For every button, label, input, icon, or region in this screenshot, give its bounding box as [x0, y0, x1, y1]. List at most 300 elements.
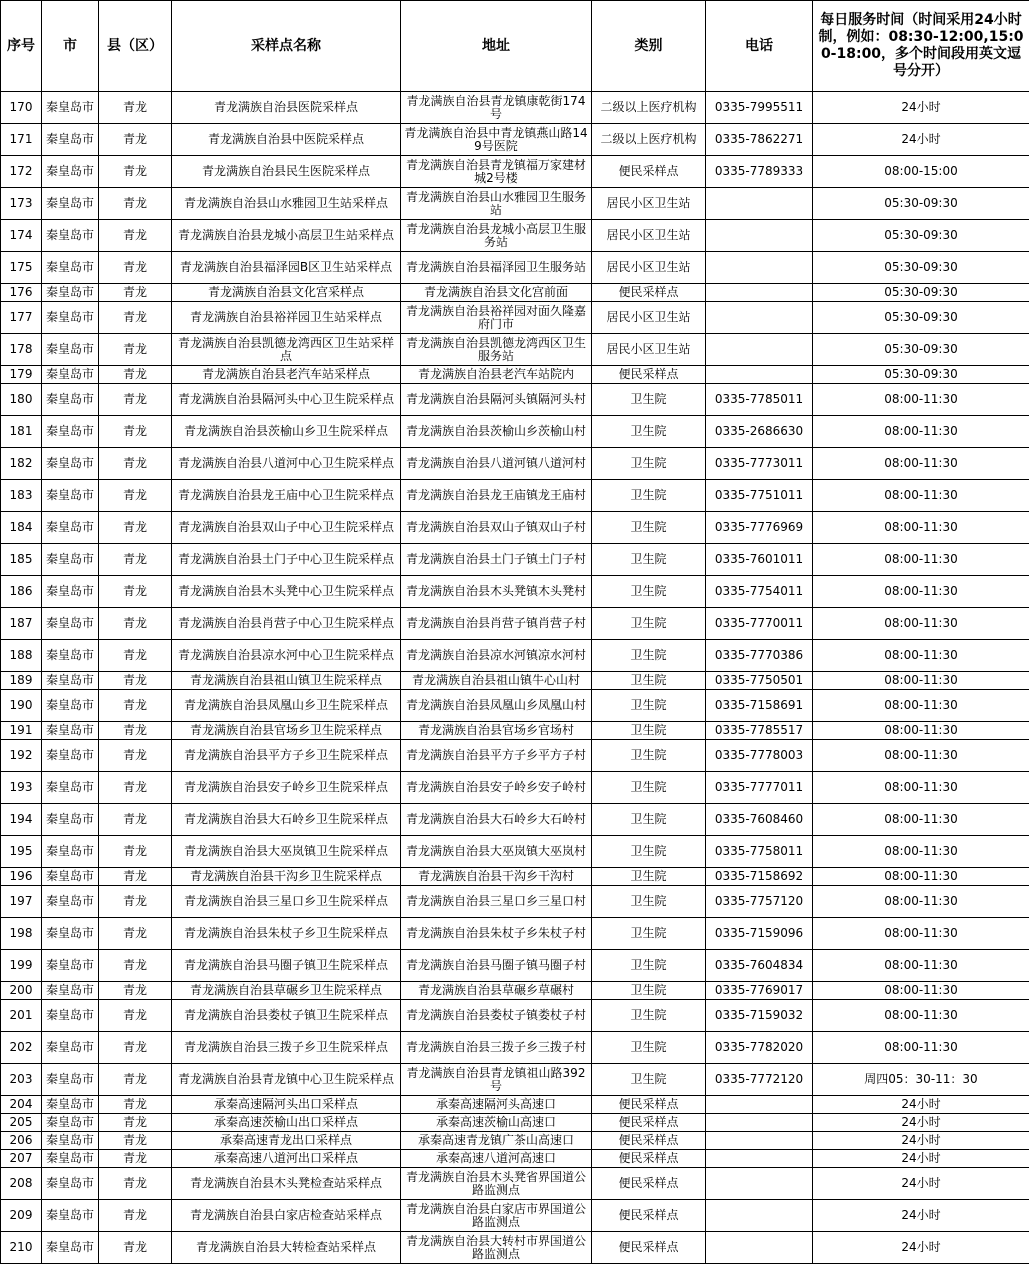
cell-county: 青龙 — [99, 284, 172, 302]
cell-phone: 0335-7776969 — [706, 512, 813, 544]
cell-phone: 0335-7777011 — [706, 772, 813, 804]
cell-phone: 0335-7785517 — [706, 722, 813, 740]
cell-hours: 05:30-09:30 — [813, 366, 1029, 384]
cell-site: 青龙满族自治县老汽车站采样点 — [172, 366, 401, 384]
cell-category: 便民采样点 — [592, 1132, 706, 1150]
header-phone: 电话 — [706, 1, 813, 92]
cell-phone — [706, 1200, 813, 1232]
cell-hours: 24小时 — [813, 1132, 1029, 1150]
cell-address: 青龙满族自治县安子岭乡安子岭村 — [401, 772, 592, 804]
cell-category: 卫生院 — [592, 576, 706, 608]
cell-category: 便民采样点 — [592, 1114, 706, 1132]
table-row — [1, 1132, 1029, 1150]
cell-phone: 0335-7789333 — [706, 156, 813, 188]
table-row — [1, 576, 1029, 608]
cell-county: 青龙 — [99, 576, 172, 608]
cell-seq: 206 — [1, 1132, 42, 1150]
cell-city: 秦皇岛市 — [42, 544, 99, 576]
cell-city: 秦皇岛市 — [42, 124, 99, 156]
cell-seq: 175 — [1, 252, 42, 284]
cell-city: 秦皇岛市 — [42, 886, 99, 918]
cell-city: 秦皇岛市 — [42, 1168, 99, 1200]
cell-site: 青龙满族自治县青龙镇中心卫生院采样点 — [172, 1064, 401, 1096]
cell-category: 卫生院 — [592, 918, 706, 950]
table-row — [1, 982, 1029, 1000]
cell-city: 秦皇岛市 — [42, 1132, 99, 1150]
cell-city: 秦皇岛市 — [42, 982, 99, 1000]
header-site: 采样点名称 — [172, 1, 401, 92]
cell-seq: 173 — [1, 188, 42, 220]
cell-category: 卫生院 — [592, 640, 706, 672]
cell-city: 秦皇岛市 — [42, 672, 99, 690]
cell-seq: 183 — [1, 480, 42, 512]
cell-site: 青龙满族自治县三拨子乡卫生院采样点 — [172, 1032, 401, 1064]
cell-hours: 05:30-09:30 — [813, 252, 1029, 284]
cell-site: 青龙满族自治县凤凰山乡卫生院采样点 — [172, 690, 401, 722]
cell-address: 青龙满族自治县青龙镇康乾街174号 — [401, 92, 592, 124]
cell-address: 青龙满族自治县大转村市界国道公路监测点 — [401, 1232, 592, 1264]
cell-site: 青龙满族自治县祖山镇卫生院采样点 — [172, 672, 401, 690]
cell-phone: 0335-7608460 — [706, 804, 813, 836]
cell-county: 青龙 — [99, 1232, 172, 1264]
cell-phone — [706, 284, 813, 302]
cell-seq: 171 — [1, 124, 42, 156]
header-row — [1, 1, 1029, 92]
cell-county: 青龙 — [99, 92, 172, 124]
cell-category: 便民采样点 — [592, 1232, 706, 1264]
cell-site: 青龙满族自治县白家店检查站采样点 — [172, 1200, 401, 1232]
cell-category: 卫生院 — [592, 1000, 706, 1032]
cell-phone — [706, 366, 813, 384]
cell-address: 青龙满族自治县山水雅园卫生服务站 — [401, 188, 592, 220]
cell-phone — [706, 302, 813, 334]
cell-address: 青龙满族自治县肖营子镇肖营子村 — [401, 608, 592, 640]
cell-address: 青龙满族自治县青龙镇祖山路392号 — [401, 1064, 592, 1096]
cell-city: 秦皇岛市 — [42, 284, 99, 302]
cell-seq: 204 — [1, 1096, 42, 1114]
cell-county: 青龙 — [99, 1114, 172, 1132]
cell-seq: 188 — [1, 640, 42, 672]
cell-seq: 184 — [1, 512, 42, 544]
cell-city: 秦皇岛市 — [42, 608, 99, 640]
cell-phone — [706, 1232, 813, 1264]
cell-site: 青龙满族自治县凉水河中心卫生院采样点 — [172, 640, 401, 672]
cell-site: 青龙满族自治县官场乡卫生院采样点 — [172, 722, 401, 740]
cell-site: 青龙满族自治县娄杖子镇卫生院采样点 — [172, 1000, 401, 1032]
table-row — [1, 188, 1029, 220]
cell-county: 青龙 — [99, 366, 172, 384]
cell-county: 青龙 — [99, 772, 172, 804]
cell-seq: 186 — [1, 576, 42, 608]
cell-seq: 189 — [1, 672, 42, 690]
cell-phone — [706, 252, 813, 284]
cell-seq: 197 — [1, 886, 42, 918]
cell-phone: 0335-7782020 — [706, 1032, 813, 1064]
table-row — [1, 950, 1029, 982]
cell-seq: 179 — [1, 366, 42, 384]
cell-seq: 208 — [1, 1168, 42, 1200]
cell-hours: 08:00-11:30 — [813, 918, 1029, 950]
cell-phone: 0335-7770386 — [706, 640, 813, 672]
cell-county: 青龙 — [99, 1132, 172, 1150]
cell-county: 青龙 — [99, 334, 172, 366]
cell-address: 承秦高速茨榆山高速口 — [401, 1114, 592, 1132]
cell-category: 居民小区卫生站 — [592, 220, 706, 252]
cell-phone: 0335-7601011 — [706, 544, 813, 576]
cell-address: 承秦高速青龙镇广茶山高速口 — [401, 1132, 592, 1150]
header-county: 县（区） — [99, 1, 172, 92]
cell-phone: 0335-7604834 — [706, 950, 813, 982]
cell-category: 便民采样点 — [592, 366, 706, 384]
table-row — [1, 1000, 1029, 1032]
cell-site: 青龙满族自治县裕祥园卫生站采样点 — [172, 302, 401, 334]
cell-address: 青龙满族自治县娄杖子镇娄杖子村 — [401, 1000, 592, 1032]
cell-city: 秦皇岛市 — [42, 156, 99, 188]
cell-phone: 0335-7159096 — [706, 918, 813, 950]
cell-phone: 0335-7772120 — [706, 1064, 813, 1096]
cell-address: 青龙满族自治县老汽车站院内 — [401, 366, 592, 384]
cell-seq: 202 — [1, 1032, 42, 1064]
header-seq: 序号 — [1, 1, 42, 92]
cell-county: 青龙 — [99, 124, 172, 156]
cell-hours: 08:00-15:00 — [813, 156, 1029, 188]
header-city: 市 — [42, 1, 99, 92]
cell-site: 青龙满族自治县草碾乡卫生院采样点 — [172, 982, 401, 1000]
cell-seq: 174 — [1, 220, 42, 252]
cell-category: 卫生院 — [592, 804, 706, 836]
cell-city: 秦皇岛市 — [42, 188, 99, 220]
cell-site: 青龙满族自治县中医院采样点 — [172, 124, 401, 156]
cell-phone — [706, 1096, 813, 1114]
cell-category: 居民小区卫生站 — [592, 188, 706, 220]
cell-address: 青龙满族自治县土门子镇土门子村 — [401, 544, 592, 576]
table-row — [1, 640, 1029, 672]
cell-seq: 195 — [1, 836, 42, 868]
cell-city: 秦皇岛市 — [42, 690, 99, 722]
cell-category: 卫生院 — [592, 722, 706, 740]
cell-hours: 08:00-11:30 — [813, 690, 1029, 722]
cell-seq: 192 — [1, 740, 42, 772]
cell-site: 承秦高速隔河头出口采样点 — [172, 1096, 401, 1114]
table-row — [1, 334, 1029, 366]
cell-city: 秦皇岛市 — [42, 334, 99, 366]
table-row — [1, 544, 1029, 576]
table-body — [1, 92, 1029, 1264]
cell-city: 秦皇岛市 — [42, 92, 99, 124]
cell-seq: 181 — [1, 416, 42, 448]
cell-site: 青龙满族自治县大转检查站采样点 — [172, 1232, 401, 1264]
cell-county: 青龙 — [99, 1000, 172, 1032]
cell-address: 青龙满族自治县白家店市界国道公路监测点 — [401, 1200, 592, 1232]
table-row — [1, 886, 1029, 918]
cell-site: 青龙满族自治县文化宫采样点 — [172, 284, 401, 302]
cell-hours: 24小时 — [813, 92, 1029, 124]
cell-county: 青龙 — [99, 416, 172, 448]
cell-hours: 08:00-11:30 — [813, 512, 1029, 544]
cell-category: 卫生院 — [592, 772, 706, 804]
cell-city: 秦皇岛市 — [42, 384, 99, 416]
cell-category: 便民采样点 — [592, 1200, 706, 1232]
cell-city: 秦皇岛市 — [42, 918, 99, 950]
table-row — [1, 252, 1029, 284]
cell-city: 秦皇岛市 — [42, 740, 99, 772]
cell-phone: 0335-7862271 — [706, 124, 813, 156]
cell-hours: 08:00-11:30 — [813, 480, 1029, 512]
cell-category: 卫生院 — [592, 886, 706, 918]
cell-hours: 24小时 — [813, 1114, 1029, 1132]
cell-county: 青龙 — [99, 918, 172, 950]
cell-county: 青龙 — [99, 982, 172, 1000]
cell-hours: 周四05：30-11：30 — [813, 1064, 1029, 1096]
cell-category: 居民小区卫生站 — [592, 252, 706, 284]
cell-hours: 05:30-09:30 — [813, 220, 1029, 252]
cell-seq: 207 — [1, 1150, 42, 1168]
cell-site: 青龙满族自治县隔河头中心卫生院采样点 — [172, 384, 401, 416]
cell-city: 秦皇岛市 — [42, 1000, 99, 1032]
cell-category: 便民采样点 — [592, 1168, 706, 1200]
cell-address: 青龙满族自治县草碾乡草碾村 — [401, 982, 592, 1000]
cell-category: 卫生院 — [592, 448, 706, 480]
cell-hours: 24小时 — [813, 1150, 1029, 1168]
cell-site: 青龙满族自治县大巫岚镇卫生院采样点 — [172, 836, 401, 868]
cell-seq: 199 — [1, 950, 42, 982]
cell-city: 秦皇岛市 — [42, 836, 99, 868]
cell-city: 秦皇岛市 — [42, 1096, 99, 1114]
cell-phone — [706, 188, 813, 220]
cell-phone: 0335-7754011 — [706, 576, 813, 608]
cell-site: 承秦高速茨榆山出口采样点 — [172, 1114, 401, 1132]
table-row — [1, 1150, 1029, 1168]
cell-address: 青龙满族自治县福泽园卫生服务站 — [401, 252, 592, 284]
cell-category: 卫生院 — [592, 982, 706, 1000]
cell-seq: 182 — [1, 448, 42, 480]
cell-site: 青龙满族自治县八道河中心卫生院采样点 — [172, 448, 401, 480]
cell-site: 青龙满族自治县三星口乡卫生院采样点 — [172, 886, 401, 918]
table-row — [1, 480, 1029, 512]
cell-hours: 05:30-09:30 — [813, 284, 1029, 302]
cell-hours: 08:00-11:30 — [813, 576, 1029, 608]
cell-city: 秦皇岛市 — [42, 1032, 99, 1064]
cell-hours: 24小时 — [813, 124, 1029, 156]
cell-site: 青龙满族自治县龙王庙中心卫生院采样点 — [172, 480, 401, 512]
cell-address: 青龙满族自治县龙王庙镇龙王庙村 — [401, 480, 592, 512]
cell-county: 青龙 — [99, 448, 172, 480]
cell-county: 青龙 — [99, 740, 172, 772]
table-row — [1, 92, 1029, 124]
cell-seq: 209 — [1, 1200, 42, 1232]
cell-site: 青龙满族自治县医院采样点 — [172, 92, 401, 124]
cell-site: 青龙满族自治县木头凳中心卫生院采样点 — [172, 576, 401, 608]
table-row — [1, 772, 1029, 804]
cell-seq: 191 — [1, 722, 42, 740]
cell-hours: 05:30-09:30 — [813, 302, 1029, 334]
cell-hours: 08:00-11:30 — [813, 640, 1029, 672]
cell-category: 卫生院 — [592, 608, 706, 640]
table-row — [1, 804, 1029, 836]
table-row — [1, 740, 1029, 772]
cell-county: 青龙 — [99, 252, 172, 284]
cell-phone: 0335-7158692 — [706, 868, 813, 886]
cell-seq: 176 — [1, 284, 42, 302]
cell-city: 秦皇岛市 — [42, 804, 99, 836]
header-address: 地址 — [401, 1, 592, 92]
cell-city: 秦皇岛市 — [42, 950, 99, 982]
cell-address: 青龙满族自治县大巫岚镇大巫岚村 — [401, 836, 592, 868]
cell-city: 秦皇岛市 — [42, 480, 99, 512]
cell-county: 青龙 — [99, 608, 172, 640]
cell-county: 青龙 — [99, 868, 172, 886]
cell-hours: 08:00-11:30 — [813, 886, 1029, 918]
cell-phone: 0335-7778003 — [706, 740, 813, 772]
cell-seq: 205 — [1, 1114, 42, 1132]
cell-phone: 0335-7751011 — [706, 480, 813, 512]
cell-hours: 08:00-11:30 — [813, 772, 1029, 804]
table-row — [1, 416, 1029, 448]
cell-hours: 08:00-11:30 — [813, 448, 1029, 480]
table-row — [1, 366, 1029, 384]
cell-phone — [706, 1150, 813, 1168]
cell-hours: 05:30-09:30 — [813, 334, 1029, 366]
cell-city: 秦皇岛市 — [42, 576, 99, 608]
cell-county: 青龙 — [99, 188, 172, 220]
cell-seq: 187 — [1, 608, 42, 640]
cell-seq: 178 — [1, 334, 42, 366]
cell-county: 青龙 — [99, 302, 172, 334]
table-row — [1, 156, 1029, 188]
cell-address: 青龙满族自治县隔河头镇隔河头村 — [401, 384, 592, 416]
cell-hours: 08:00-11:30 — [813, 544, 1029, 576]
cell-phone: 0335-7773011 — [706, 448, 813, 480]
table-row — [1, 284, 1029, 302]
cell-county: 青龙 — [99, 1096, 172, 1114]
cell-hours: 08:00-11:30 — [813, 1000, 1029, 1032]
cell-city: 秦皇岛市 — [42, 1114, 99, 1132]
cell-hours: 08:00-11:30 — [813, 416, 1029, 448]
cell-address: 青龙满族自治县干沟乡干沟村 — [401, 868, 592, 886]
table-row — [1, 512, 1029, 544]
cell-county: 青龙 — [99, 512, 172, 544]
cell-hours: 24小时 — [813, 1096, 1029, 1114]
cell-phone: 0335-7750501 — [706, 672, 813, 690]
cell-category: 卫生院 — [592, 384, 706, 416]
cell-city: 秦皇岛市 — [42, 252, 99, 284]
cell-site: 青龙满族自治县肖营子中心卫生院采样点 — [172, 608, 401, 640]
cell-category: 卫生院 — [592, 1032, 706, 1064]
cell-address: 青龙满族自治县凉水河镇凉水河村 — [401, 640, 592, 672]
table-row — [1, 672, 1029, 690]
table-row — [1, 1032, 1029, 1064]
cell-county: 青龙 — [99, 722, 172, 740]
cell-city: 秦皇岛市 — [42, 772, 99, 804]
cell-site: 青龙满族自治县民生医院采样点 — [172, 156, 401, 188]
cell-phone: 0335-7769017 — [706, 982, 813, 1000]
cell-phone — [706, 1168, 813, 1200]
cell-address: 青龙满族自治县马圈子镇马圈子村 — [401, 950, 592, 982]
cell-phone: 0335-7158691 — [706, 690, 813, 722]
table-row — [1, 1200, 1029, 1232]
table-row — [1, 220, 1029, 252]
table-row — [1, 690, 1029, 722]
cell-category: 卫生院 — [592, 868, 706, 886]
cell-phone: 0335-7159032 — [706, 1000, 813, 1032]
cell-seq: 193 — [1, 772, 42, 804]
cell-hours: 08:00-11:30 — [813, 982, 1029, 1000]
cell-phone: 0335-7758011 — [706, 836, 813, 868]
cell-address: 青龙满族自治县双山子镇双山子村 — [401, 512, 592, 544]
cell-phone: 0335-7770011 — [706, 608, 813, 640]
cell-site: 承秦高速青龙出口采样点 — [172, 1132, 401, 1150]
cell-county: 青龙 — [99, 384, 172, 416]
cell-city: 秦皇岛市 — [42, 416, 99, 448]
cell-address: 承秦高速隔河头高速口 — [401, 1096, 592, 1114]
cell-hours: 08:00-11:30 — [813, 740, 1029, 772]
cell-hours: 08:00-11:30 — [813, 672, 1029, 690]
cell-phone: 0335-2686630 — [706, 416, 813, 448]
cell-seq: 170 — [1, 92, 42, 124]
cell-county: 青龙 — [99, 544, 172, 576]
cell-hours: 08:00-11:30 — [813, 950, 1029, 982]
cell-county: 青龙 — [99, 220, 172, 252]
cell-hours: 08:00-11:30 — [813, 804, 1029, 836]
cell-county: 青龙 — [99, 950, 172, 982]
cell-address: 青龙满族自治县茨榆山乡茨榆山村 — [401, 416, 592, 448]
cell-hours: 24小时 — [813, 1168, 1029, 1200]
cell-address: 青龙满族自治县八道河镇八道河村 — [401, 448, 592, 480]
cell-category: 便民采样点 — [592, 1096, 706, 1114]
cell-seq: 210 — [1, 1232, 42, 1264]
table-row — [1, 124, 1029, 156]
cell-address: 青龙满族自治县祖山镇牛心山村 — [401, 672, 592, 690]
cell-category: 卫生院 — [592, 836, 706, 868]
cell-category: 卫生院 — [592, 690, 706, 722]
cell-site: 青龙满族自治县福泽园B区卫生站采样点 — [172, 252, 401, 284]
table-row — [1, 868, 1029, 886]
cell-site: 承秦高速八道河出口采样点 — [172, 1150, 401, 1168]
cell-address: 青龙满族自治县三星口乡三星口村 — [401, 886, 592, 918]
cell-hours: 24小时 — [813, 1232, 1029, 1264]
cell-city: 秦皇岛市 — [42, 1064, 99, 1096]
cell-city: 秦皇岛市 — [42, 722, 99, 740]
cell-phone — [706, 334, 813, 366]
cell-city: 秦皇岛市 — [42, 1200, 99, 1232]
cell-site: 青龙满族自治县土门子中心卫生院采样点 — [172, 544, 401, 576]
table-row — [1, 722, 1029, 740]
table-row — [1, 836, 1029, 868]
cell-seq: 198 — [1, 918, 42, 950]
cell-phone — [706, 1114, 813, 1132]
cell-seq: 201 — [1, 1000, 42, 1032]
cell-hours: 08:00-11:30 — [813, 722, 1029, 740]
cell-phone: 0335-7785011 — [706, 384, 813, 416]
cell-category: 卫生院 — [592, 672, 706, 690]
cell-category: 卫生院 — [592, 544, 706, 576]
cell-seq: 194 — [1, 804, 42, 836]
cell-site: 青龙满族自治县茨榆山乡卫生院采样点 — [172, 416, 401, 448]
cell-site: 青龙满族自治县朱杖子乡卫生院采样点 — [172, 918, 401, 950]
cell-address: 承秦高速八道河高速口 — [401, 1150, 592, 1168]
cell-address: 青龙满族自治县大石岭乡大石岭村 — [401, 804, 592, 836]
cell-site: 青龙满族自治县马圈子镇卫生院采样点 — [172, 950, 401, 982]
cell-county: 青龙 — [99, 836, 172, 868]
cell-site: 青龙满族自治县山水雅园卫生站采样点 — [172, 188, 401, 220]
cell-address: 青龙满族自治县裕祥园对面久隆嘉府门市 — [401, 302, 592, 334]
cell-address: 青龙满族自治县官场乡官场村 — [401, 722, 592, 740]
cell-county: 青龙 — [99, 804, 172, 836]
cell-address: 青龙满族自治县朱杖子乡朱杖子村 — [401, 918, 592, 950]
cell-phone: 0335-7757120 — [706, 886, 813, 918]
table-row — [1, 1064, 1029, 1096]
cell-seq: 203 — [1, 1064, 42, 1096]
